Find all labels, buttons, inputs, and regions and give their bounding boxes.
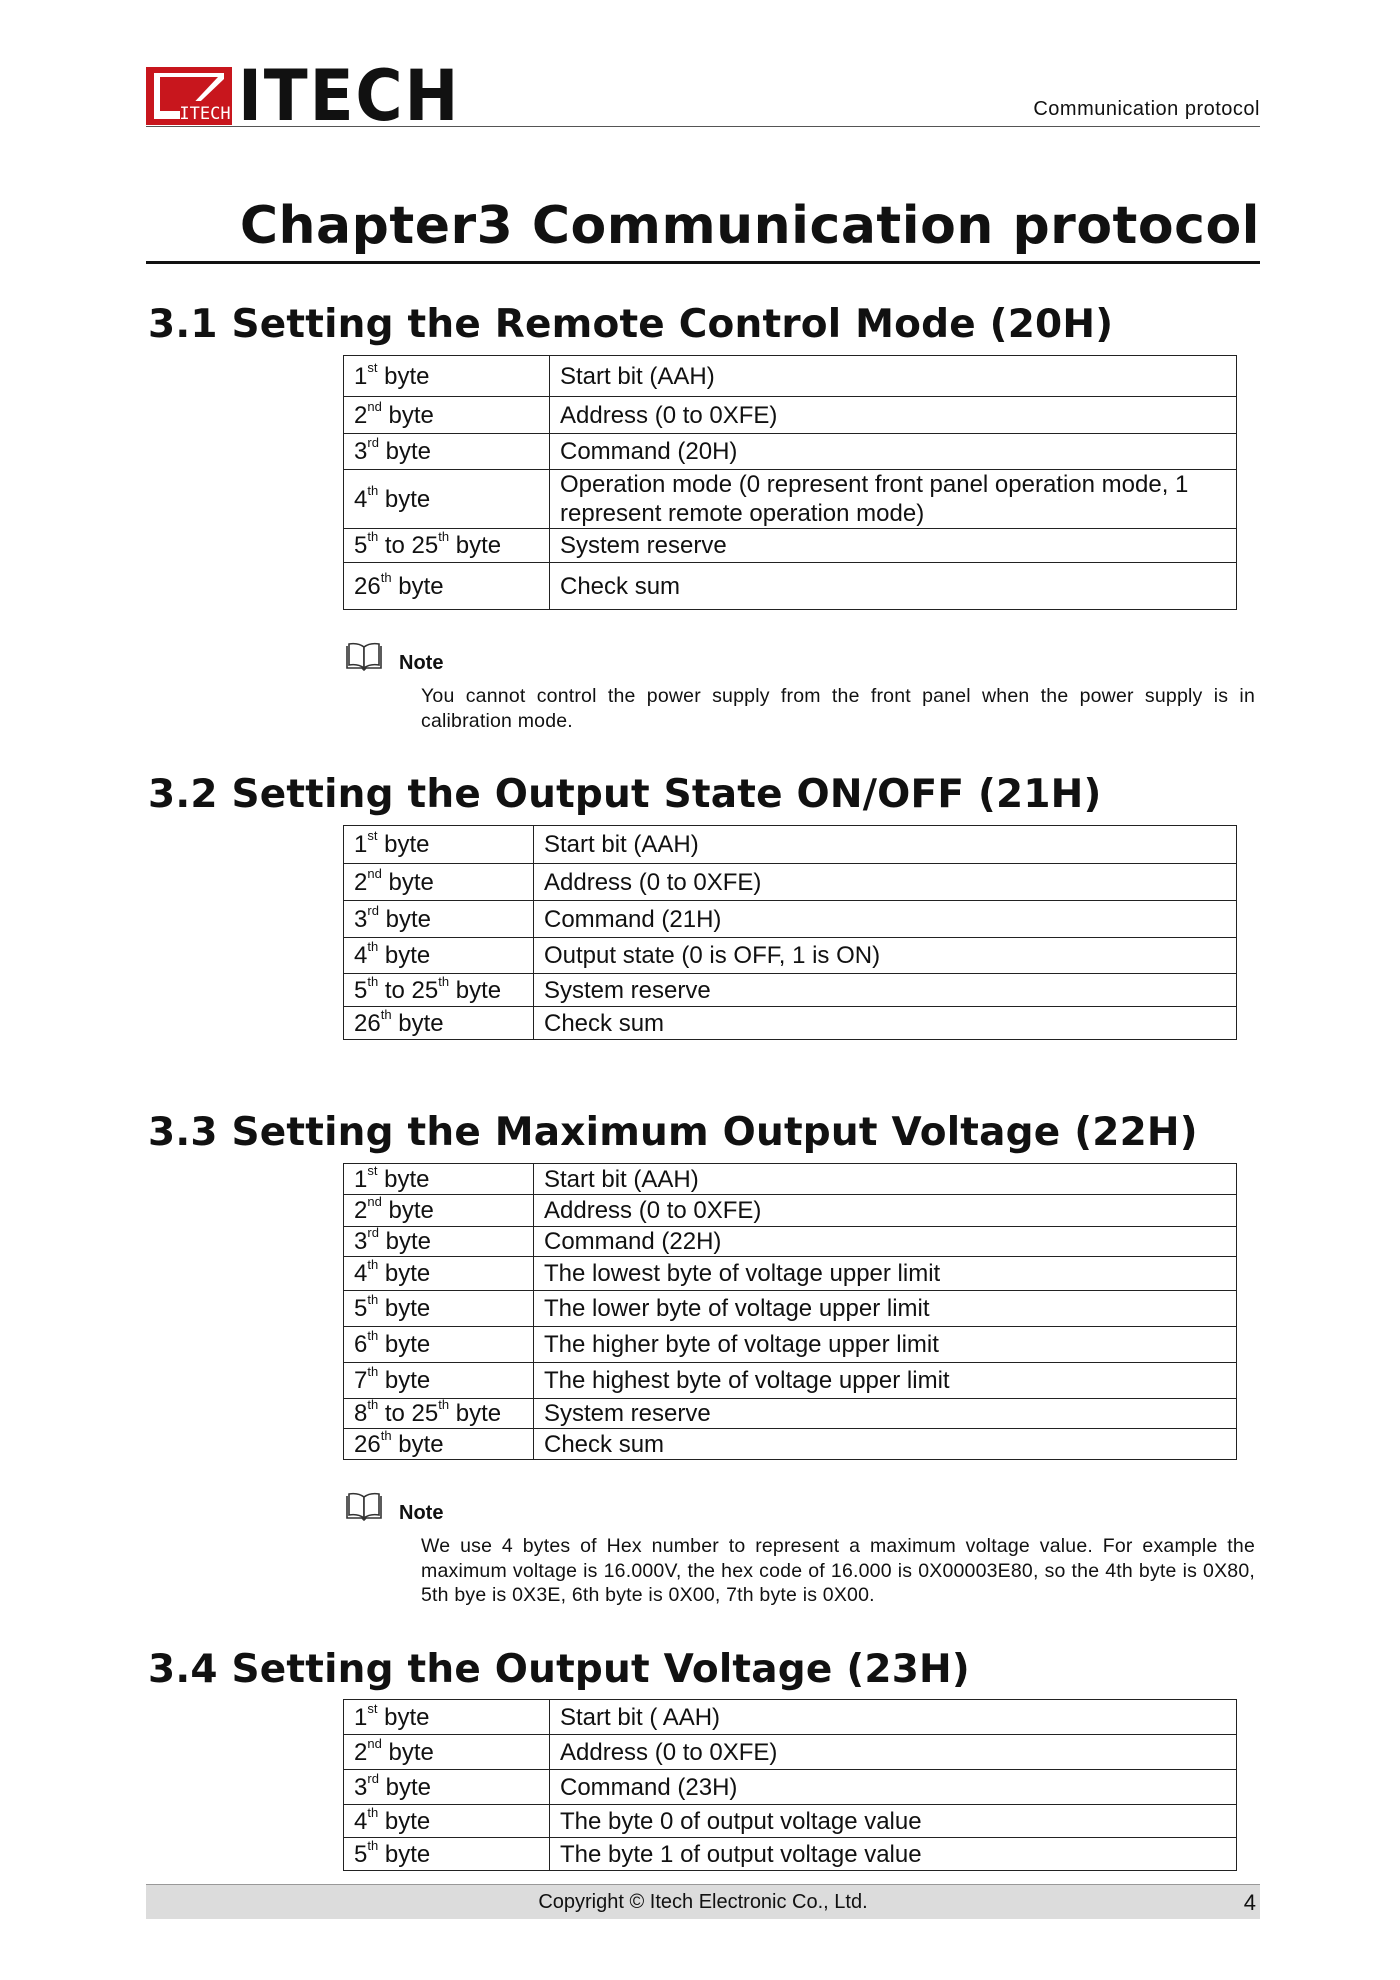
byte-description-cell: The lower byte of voltage upper limit (534, 1291, 1237, 1327)
byte-label-n: 3 (354, 438, 368, 465)
note-block (345, 1492, 1255, 1612)
company-logo (146, 55, 480, 137)
byte-label-tail: byte (381, 401, 434, 429)
byte-label-mid: to 25 (378, 1400, 439, 1427)
byte-description-cell: Start bit (AAH) (550, 356, 1237, 397)
byte-label-tail: byte (378, 1260, 431, 1287)
byte-label-sup: st (367, 828, 378, 843)
byte-label-n: 2 (354, 401, 368, 429)
byte-label-sup: nd (367, 1735, 382, 1751)
note-label: Note (399, 1502, 444, 1524)
table-row (344, 529, 1237, 563)
byte-label-n: 5 (354, 532, 368, 559)
byte-label-tail: byte (381, 1738, 434, 1766)
byte-label-n: 1 (354, 831, 368, 858)
table-row (344, 1007, 1237, 1040)
byte-position-cell (344, 1363, 534, 1399)
byte-position-cell (344, 864, 534, 901)
byte-label-tail: byte (449, 532, 502, 559)
byte-label-tail: byte (378, 485, 431, 513)
byte-label-mid: to 25 (378, 532, 439, 559)
byte-label-sup: st (367, 1162, 378, 1178)
book-icon (345, 642, 383, 672)
page-footer (146, 1884, 1260, 1919)
table-row (344, 1195, 1237, 1227)
byte-label-tail: byte (378, 1807, 431, 1835)
page-number: 4 (1243, 1890, 1256, 1915)
byte-label-n: 1 (354, 1703, 368, 1731)
table-row (344, 1291, 1237, 1327)
table-row (344, 1363, 1237, 1399)
byte-position-cell (344, 1700, 550, 1735)
table-row (344, 1257, 1237, 1291)
byte-description-cell: Command (22H) (534, 1227, 1237, 1257)
byte-position-cell (344, 1007, 534, 1040)
byte-label-tail: byte (378, 942, 431, 969)
byte-label-tail: byte (378, 905, 431, 933)
byte-description-cell: System reserve (534, 974, 1237, 1007)
byte-position-cell (344, 1327, 534, 1363)
protocol-table (343, 355, 1237, 610)
byte-label-tail: byte (378, 1331, 431, 1358)
byte-position-cell (344, 1735, 550, 1770)
byte-label-tail: byte (378, 1773, 431, 1801)
byte-label-n: 2 (354, 1738, 368, 1766)
section-title: 3.4 Setting the Output Voltage (23H) (148, 1647, 970, 1692)
byte-label-tail: byte (378, 1295, 431, 1322)
byte-description-cell: Start bit (AAH) (534, 1164, 1237, 1195)
byte-label-sup: nd (367, 1194, 382, 1209)
byte-position-cell (344, 826, 534, 864)
byte-label-n: 3 (354, 1773, 368, 1801)
byte-position-cell (344, 1770, 550, 1805)
byte-label-tail: byte (449, 976, 502, 1004)
byte-label-tail: byte (391, 1430, 444, 1458)
byte-label-tail: byte (381, 868, 434, 896)
byte-label-mid: to 25 (378, 976, 439, 1004)
section-title: 3.2 Setting the Output State ON/OFF (21H) (148, 772, 1102, 817)
byte-label-sup: nd (367, 865, 382, 881)
byte-position-cell (344, 1805, 550, 1838)
byte-description-cell: Check sum (550, 563, 1237, 610)
byte-label-sup: nd (367, 398, 382, 414)
byte-label-tail: byte (391, 572, 444, 600)
byte-label-n: 5 (354, 976, 368, 1004)
table-row (344, 1838, 1237, 1871)
byte-description-cell: Output state (0 is OFF, 1 is ON) (534, 938, 1237, 974)
byte-position-cell (344, 563, 550, 610)
byte-label-sup: th (367, 1397, 379, 1412)
byte-label-sup: st (367, 359, 378, 375)
section-title: 3.3 Setting the Maximum Output Voltage (22H) (148, 1110, 1198, 1155)
table-row (344, 1399, 1237, 1429)
byte-label-n: 26 (354, 572, 381, 600)
byte-description-cell: Check sum (534, 1007, 1237, 1040)
byte-label-tail: byte (377, 362, 430, 390)
byte-label-n: 7 (354, 1367, 368, 1394)
byte-label-sup2: th (438, 973, 450, 989)
protocol-table (343, 1163, 1237, 1460)
byte-label-sup: rd (367, 1770, 379, 1786)
byte-position-cell (344, 434, 550, 470)
table-row (344, 1805, 1237, 1838)
byte-description-cell: The higher byte of voltage upper limit (534, 1327, 1237, 1363)
byte-position-cell (344, 938, 534, 974)
byte-position-cell (344, 1227, 534, 1257)
byte-label-sup: th (367, 1328, 379, 1343)
byte-position-cell (344, 1291, 534, 1327)
byte-label-tail: byte (377, 1703, 430, 1731)
chapter-title: Chapter3 Communication protocol (239, 196, 1260, 256)
protocol-table (343, 1699, 1237, 1871)
byte-position-cell (344, 470, 550, 529)
note-label: Note (399, 652, 444, 674)
byte-label-n: 8 (354, 1400, 368, 1427)
table-row (344, 1164, 1237, 1195)
book-icon (345, 1492, 383, 1522)
table-row (344, 864, 1237, 901)
table-row (344, 356, 1237, 397)
byte-description-cell: Command (23H) (550, 1770, 1237, 1805)
header-section-label: Communication protocol (1033, 98, 1260, 120)
byte-label-sup: th (367, 973, 379, 989)
note-text: We use 4 bytes of Hex number to represent a maximum voltage value. For example the maximum voltage is 16.000V, the hex code of 16.000 is 0X00003E80, so the 4th byte is 0X80, 5th bye is 0X3E, 6th byte is 0X00, 7th byte is 0X00. (421, 1535, 1255, 1606)
byte-label-sup: th (367, 1837, 379, 1853)
byte-label-sup: th (380, 569, 392, 585)
table-row (344, 938, 1237, 974)
table-row (344, 974, 1237, 1007)
byte-description-cell: The byte 1 of output voltage value (550, 1838, 1237, 1871)
byte-label-sup2: th (438, 529, 450, 544)
byte-description-cell: Operation mode (0 represent front panel operation mode, 1 represent remote operation mode) (550, 470, 1237, 529)
table-row (344, 563, 1237, 610)
byte-description-cell: System reserve (534, 1399, 1237, 1429)
byte-position-cell (344, 1838, 550, 1871)
byte-label-sup: st (367, 1700, 378, 1716)
note-block (345, 642, 1255, 732)
table-row (344, 1429, 1237, 1460)
byte-label-sup2: th (438, 1397, 450, 1412)
byte-label-tail: byte (391, 1009, 444, 1037)
byte-description-cell: Address (0 to 0XFE) (534, 864, 1237, 901)
byte-label-sup: th (367, 482, 379, 498)
byte-label-tail: byte (378, 438, 431, 465)
byte-label-n: 1 (354, 362, 368, 390)
byte-label-tail: byte (378, 1840, 431, 1868)
byte-label-n: 2 (354, 1197, 368, 1224)
byte-label-n: 5 (354, 1295, 368, 1322)
logo-badge-text: ITECH (179, 104, 231, 124)
byte-label-sup: th (367, 939, 379, 954)
byte-label-n: 26 (354, 1430, 381, 1458)
table-row (344, 1227, 1237, 1257)
byte-label-n: 4 (354, 1260, 368, 1287)
byte-position-cell (344, 1399, 534, 1429)
byte-label-tail: byte (377, 1165, 430, 1193)
byte-label-n: 3 (354, 905, 368, 933)
byte-label-sup: rd (367, 435, 379, 450)
protocol-table (343, 825, 1237, 1040)
byte-label-sup: th (367, 529, 379, 544)
byte-description-cell: The byte 0 of output voltage value (550, 1805, 1237, 1838)
table-row (344, 826, 1237, 864)
byte-description-cell: Command (20H) (550, 434, 1237, 470)
byte-description-cell: System reserve (550, 529, 1237, 563)
byte-position-cell (344, 1164, 534, 1195)
byte-label-sup: th (367, 1804, 379, 1820)
byte-description-cell: Check sum (534, 1429, 1237, 1460)
byte-label-n: 4 (354, 942, 368, 969)
byte-label-sup: th (380, 1427, 392, 1443)
byte-label-sup: th (367, 1364, 379, 1379)
byte-description-cell: Address (0 to 0XFE) (534, 1195, 1237, 1227)
table-row (344, 1327, 1237, 1363)
byte-position-cell (344, 1257, 534, 1291)
note-text: You cannot control the power supply from the front panel when the power supply is in calibration mode. (421, 685, 1255, 732)
table-row (344, 434, 1237, 470)
byte-position-cell (344, 901, 534, 938)
byte-label-n: 26 (354, 1009, 381, 1037)
byte-label-n: 3 (354, 1228, 368, 1255)
footer-copyright: Copyright © Itech Electronic Co., Ltd. (538, 1891, 868, 1913)
byte-label-sup: rd (367, 1225, 379, 1240)
byte-description-cell: Command (21H) (534, 901, 1237, 938)
byte-position-cell (344, 1429, 534, 1460)
byte-position-cell (344, 397, 550, 434)
logo-mark-icon (146, 67, 232, 125)
header-divider (146, 126, 1260, 127)
table-row (344, 901, 1237, 938)
byte-label-n: 4 (354, 1807, 368, 1835)
byte-description-cell: The highest byte of voltage upper limit (534, 1363, 1237, 1399)
byte-position-cell (344, 356, 550, 397)
byte-position-cell (344, 1195, 534, 1227)
byte-description-cell: Start bit ( AAH) (550, 1700, 1237, 1735)
table-row (344, 1700, 1237, 1735)
byte-description-cell: The lowest byte of voltage upper limit (534, 1257, 1237, 1291)
table-row (344, 1770, 1237, 1805)
byte-label-sup: rd (367, 902, 379, 918)
byte-position-cell (344, 529, 550, 563)
table-row (344, 470, 1237, 529)
byte-description-cell: Address (0 to 0XFE) (550, 1735, 1237, 1770)
byte-label-tail: byte (377, 831, 430, 858)
byte-label-sup: th (380, 1006, 392, 1022)
byte-label-n: 2 (354, 868, 368, 896)
byte-label-n: 1 (354, 1165, 368, 1193)
logo-wordmark: ITECH (238, 55, 461, 137)
byte-label-tail: byte (378, 1228, 431, 1255)
byte-position-cell (344, 974, 534, 1007)
byte-label-tail: byte (381, 1197, 434, 1224)
byte-label-n: 5 (354, 1840, 368, 1868)
byte-label-tail: byte (378, 1367, 431, 1394)
table-row (344, 397, 1237, 434)
table-row (344, 1735, 1237, 1770)
byte-label-sup: th (367, 1257, 379, 1272)
byte-description-cell: Start bit (AAH) (534, 826, 1237, 864)
byte-label-n: 6 (354, 1331, 368, 1358)
byte-label-n: 4 (354, 485, 368, 513)
chapter-divider (146, 261, 1260, 264)
byte-label-tail: byte (449, 1400, 502, 1427)
byte-description-cell: Address (0 to 0XFE) (550, 397, 1237, 434)
byte-label-sup: th (367, 1292, 379, 1307)
section-title: 3.1 Setting the Remote Control Mode (20H) (148, 302, 1114, 347)
